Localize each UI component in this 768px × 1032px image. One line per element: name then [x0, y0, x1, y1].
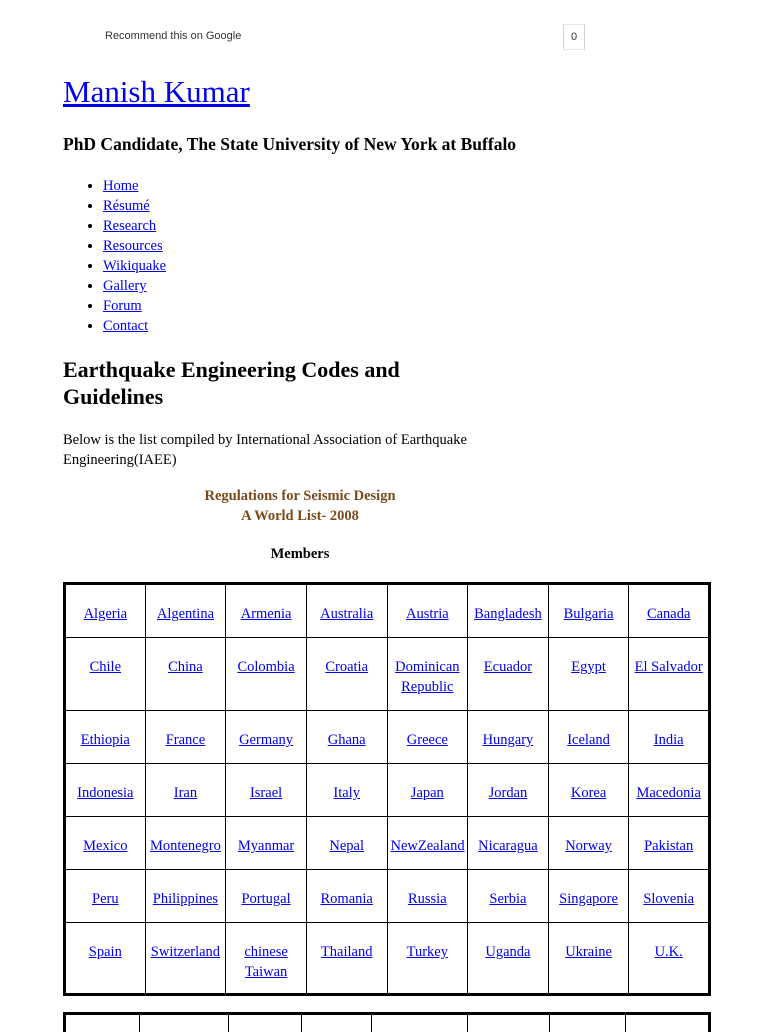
- table-row: [65, 817, 710, 870]
- country-link[interactable]: Austria: [405, 606, 449, 622]
- country-link[interactable]: Serbia: [489, 891, 527, 907]
- table-cell: [387, 584, 468, 638]
- table-cell: [629, 638, 710, 711]
- country-link[interactable]: Philippines: [152, 891, 219, 907]
- nav-item-resume: [103, 196, 166, 216]
- nav-item-wikiquake: [103, 256, 166, 276]
- table-cell: [468, 923, 549, 995]
- table-cell: [306, 764, 387, 817]
- country-link[interactable]: Singapore: [559, 891, 618, 907]
- country-link[interactable]: Romania: [320, 891, 373, 907]
- country-link[interactable]: India: [653, 732, 684, 748]
- table-cell: [387, 870, 468, 923]
- intro-text: Below is the list compiled by International Association of Earthquake Engineering(IAEE): [63, 432, 467, 468]
- table-cell: [548, 711, 629, 764]
- members-label: Members: [270, 546, 330, 562]
- country-link[interactable]: Dominican Republic: [395, 659, 460, 695]
- recommend-count: 0: [563, 24, 585, 50]
- country-link[interactable]: Algentina: [156, 606, 215, 622]
- table-cell: [548, 638, 629, 711]
- table-cell: [226, 584, 307, 638]
- table-cell: [306, 584, 387, 638]
- table-cell: [226, 923, 307, 995]
- nav-link-resources[interactable]: Resources: [103, 238, 163, 254]
- country-link[interactable]: Egypt: [571, 659, 606, 675]
- country-link[interactable]: Ukraine: [565, 944, 612, 960]
- nav-item-forum: [103, 296, 166, 316]
- table-cell: [65, 817, 146, 870]
- country-link[interactable]: Chile: [89, 659, 122, 675]
- country-link[interactable]: Iceland: [567, 732, 610, 748]
- table-cell: [629, 711, 710, 764]
- country-link[interactable]: Uganda: [485, 944, 531, 960]
- table-cell: [387, 638, 468, 711]
- table-cell: [468, 764, 549, 817]
- country-link[interactable]: Spain: [88, 944, 122, 960]
- countries-table: [63, 582, 711, 996]
- country-link[interactable]: Hungary: [482, 732, 534, 748]
- country-link[interactable]: Mexico: [83, 838, 128, 854]
- table-cell: [306, 711, 387, 764]
- country-link[interactable]: Nepal: [329, 838, 364, 854]
- table-cell: [145, 870, 226, 923]
- site-subtitle: PhD Candidate, The State University of New York at Buffalo: [63, 134, 517, 154]
- table-cell: [629, 764, 710, 817]
- nav-link-gallery[interactable]: Gallery: [103, 278, 147, 294]
- nav-link-wikiquake[interactable]: Wikiquake: [103, 258, 167, 274]
- nav-link-forum[interactable]: Forum: [103, 298, 142, 314]
- nav-link-research[interactable]: Research: [103, 218, 157, 234]
- nav-link-contact[interactable]: Contact: [103, 318, 149, 334]
- table-cell: [387, 764, 468, 817]
- country-link[interactable]: Armenia: [240, 606, 292, 622]
- country-link[interactable]: Ecuador: [483, 659, 533, 675]
- table-cell: [306, 870, 387, 923]
- nav-link-home[interactable]: Home: [103, 178, 139, 194]
- table-cell: [145, 923, 226, 995]
- table-cell: [629, 817, 710, 870]
- country-link[interactable]: Israel: [249, 785, 283, 801]
- country-link[interactable]: Australia: [320, 606, 374, 622]
- country-link[interactable]: Pakistan: [644, 838, 694, 854]
- country-link[interactable]: Japan: [410, 785, 444, 801]
- country-link[interactable]: Algeria: [83, 606, 128, 622]
- table-cell: [306, 923, 387, 995]
- regulations-title-line1: Regulations for Seismic Design: [204, 488, 396, 504]
- nav-item-resources: [103, 236, 166, 256]
- country-link[interactable]: Colombia: [237, 659, 295, 675]
- country-link[interactable]: Norway: [565, 838, 612, 854]
- table-cell: [65, 764, 146, 817]
- table-cell: [65, 638, 146, 711]
- table-cell: [65, 870, 146, 923]
- table-row: [65, 923, 710, 995]
- table-row: [65, 870, 710, 923]
- table-row: [65, 638, 710, 711]
- table-cell: [226, 638, 307, 711]
- country-link[interactable]: Indonesia: [77, 785, 134, 801]
- regulations-title: [63, 486, 537, 526]
- country-link[interactable]: Canada: [646, 606, 691, 622]
- table-cell: [548, 584, 629, 638]
- table-cell: [548, 817, 629, 870]
- country-link[interactable]: Jordan: [488, 785, 528, 801]
- country-link[interactable]: Greece: [406, 732, 448, 748]
- google-recommend-button[interactable]: Recommend this on Google: [105, 30, 242, 42]
- country-link[interactable]: Macedonia: [636, 785, 701, 801]
- table-cell: [468, 817, 549, 870]
- country-link[interactable]: NewZealand: [390, 838, 465, 854]
- country-link[interactable]: Germany: [239, 732, 294, 748]
- table-cell: [145, 711, 226, 764]
- country-link[interactable]: El Salvador: [634, 659, 703, 675]
- regulations-title-line2: A World List- 2008: [241, 508, 359, 524]
- country-link[interactable]: U.K.: [654, 944, 683, 960]
- nav-item-contact: [103, 316, 166, 336]
- table-cell: [629, 870, 710, 923]
- table-row: [65, 764, 710, 817]
- table-cell: [629, 584, 710, 638]
- site-title-link[interactable]: Manish Kumar: [63, 74, 250, 109]
- main-nav: [63, 176, 166, 336]
- country-link[interactable]: Nicaragua: [478, 838, 538, 854]
- table-cell: [387, 817, 468, 870]
- country-link[interactable]: Korea: [570, 785, 607, 801]
- country-link[interactable]: Bangladesh: [474, 606, 542, 622]
- table-cell: [468, 638, 549, 711]
- table-cell: [145, 817, 226, 870]
- table-cell: [387, 711, 468, 764]
- country-link[interactable]: Ghana: [327, 732, 366, 748]
- country-link[interactable]: Montenegro: [150, 838, 221, 854]
- table-cell: [145, 638, 226, 711]
- country-link[interactable]: Iran: [173, 785, 198, 801]
- table-cell: [306, 817, 387, 870]
- table-cell: [226, 817, 307, 870]
- table-cell: [548, 923, 629, 995]
- google-recommend-bar: [105, 29, 585, 47]
- nav-item-home: [103, 176, 166, 196]
- table-cell: [548, 764, 629, 817]
- country-link[interactable]: Italy: [333, 785, 360, 801]
- country-link[interactable]: Russia: [407, 891, 447, 907]
- country-link[interactable]: Thailand: [320, 944, 373, 960]
- country-link[interactable]: France: [165, 732, 206, 748]
- country-link[interactable]: Portugal: [241, 891, 291, 907]
- country-link[interactable]: Peru: [92, 891, 119, 907]
- nav-item-gallery: [103, 276, 166, 296]
- country-link[interactable]: Croatia: [325, 659, 369, 675]
- table-cell: [226, 764, 307, 817]
- table-cell: [226, 870, 307, 923]
- nav-link-resume[interactable]: Résumé: [103, 198, 150, 214]
- table-cell: [65, 584, 146, 638]
- country-link[interactable]: Turkey: [406, 944, 448, 960]
- table-cell: [65, 923, 146, 995]
- country-link[interactable]: Bulgaria: [563, 606, 614, 622]
- country-link[interactable]: Slovenia: [643, 891, 695, 907]
- page-heading: Earthquake Engineering Codes and Guidelines: [63, 357, 400, 409]
- table-cell: [306, 638, 387, 711]
- table-cell: [145, 584, 226, 638]
- table-cell: [548, 870, 629, 923]
- table-cell: [226, 711, 307, 764]
- table-row: [65, 584, 710, 638]
- country-link[interactable]: chinese Taiwan: [244, 944, 288, 980]
- table-cell: [468, 711, 549, 764]
- site-title: [63, 74, 250, 110]
- table-cell: [145, 764, 226, 817]
- country-link[interactable]: Ethiopia: [80, 732, 130, 748]
- country-link[interactable]: Myanmar: [237, 838, 295, 854]
- table-cell: [629, 923, 710, 995]
- nav-item-research: [103, 216, 166, 236]
- table-cell: [468, 870, 549, 923]
- country-link[interactable]: Switzerland: [150, 944, 221, 960]
- table-cell: [65, 711, 146, 764]
- second-table-edge: [63, 1012, 711, 1032]
- table-row: [65, 711, 710, 764]
- table-cell: [468, 584, 549, 638]
- country-link[interactable]: China: [168, 659, 203, 675]
- table-cell: [387, 923, 468, 995]
